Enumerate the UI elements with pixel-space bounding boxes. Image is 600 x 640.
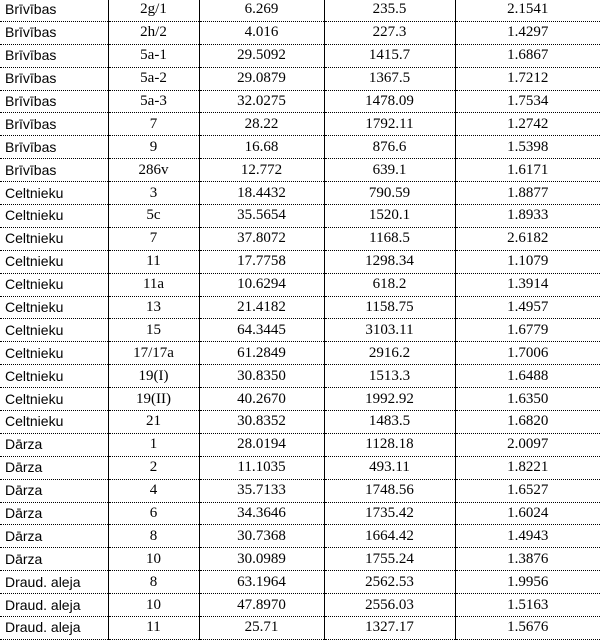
house-number-cell: 2h/2 [108, 21, 199, 44]
value-b-cell: 618.2 [324, 273, 455, 296]
ratio-cell: 1.4957 [455, 296, 600, 319]
value-b-cell: 1327.17 [324, 617, 455, 640]
house-number-cell: 21 [108, 411, 199, 434]
house-number-cell: 13 [108, 296, 199, 319]
ratio-cell: 1.6350 [455, 388, 600, 411]
street-cell: Draud. aleja [0, 617, 108, 640]
table-row [0, 273, 600, 296]
street-cell: Brīvības [0, 136, 108, 159]
value-a-cell: 10.6294 [199, 273, 324, 296]
value-b-cell: 2556.03 [324, 594, 455, 617]
house-number-cell: 5a-2 [108, 67, 199, 90]
street-cell: Dārza [0, 502, 108, 525]
value-b-cell: 1298.34 [324, 250, 455, 273]
table-row [0, 617, 600, 640]
street-cell: Brīvības [0, 90, 108, 113]
ratio-cell: 2.0097 [455, 433, 600, 456]
street-cell: Celtnieku [0, 342, 108, 365]
ratio-cell: 2.6182 [455, 227, 600, 250]
value-a-cell: 30.8350 [199, 365, 324, 388]
ratio-cell: 1.7534 [455, 90, 600, 113]
house-number-cell: 9 [108, 136, 199, 159]
value-b-cell: 1513.3 [324, 365, 455, 388]
value-a-cell: 17.7758 [199, 250, 324, 273]
house-number-cell: 19(II) [108, 388, 199, 411]
ratio-cell: 1.6488 [455, 365, 600, 388]
table-row [0, 502, 600, 525]
street-cell: Celtnieku [0, 273, 108, 296]
house-number-cell: 7 [108, 113, 199, 136]
table-row [0, 571, 600, 594]
street-cell: Dārza [0, 548, 108, 571]
table-row [0, 21, 600, 44]
street-cell: Celtnieku [0, 388, 108, 411]
value-b-cell: 1128.18 [324, 433, 455, 456]
value-b-cell: 1748.56 [324, 479, 455, 502]
street-cell: Celtnieku [0, 250, 108, 273]
value-b-cell: 1520.1 [324, 205, 455, 228]
value-a-cell: 21.4182 [199, 296, 324, 319]
house-number-cell: 2 [108, 456, 199, 479]
table-row [0, 548, 600, 571]
house-number-cell: 10 [108, 594, 199, 617]
ratio-cell: 1.3876 [455, 548, 600, 571]
ratio-cell: 1.8877 [455, 182, 600, 205]
house-number-cell: 11 [108, 617, 199, 640]
ratio-cell: 1.9956 [455, 571, 600, 594]
value-a-cell: 28.22 [199, 113, 324, 136]
street-cell: Celtnieku [0, 182, 108, 205]
value-a-cell: 30.0989 [199, 548, 324, 571]
value-a-cell: 34.3646 [199, 502, 324, 525]
value-b-cell: 235.5 [324, 0, 455, 21]
street-cell: Brīvības [0, 113, 108, 136]
ratio-cell: 1.6867 [455, 44, 600, 67]
value-a-cell: 63.1964 [199, 571, 324, 594]
ratio-cell: 2.1541 [455, 0, 600, 21]
ratio-cell: 1.6024 [455, 502, 600, 525]
table-row [0, 365, 600, 388]
table-row [0, 525, 600, 548]
table-row [0, 227, 600, 250]
value-b-cell: 2562.53 [324, 571, 455, 594]
table-row [0, 44, 600, 67]
house-number-cell: 4 [108, 479, 199, 502]
value-b-cell: 1158.75 [324, 296, 455, 319]
table-row [0, 250, 600, 273]
ratio-cell: 1.6779 [455, 319, 600, 342]
street-cell: Celtnieku [0, 296, 108, 319]
value-a-cell: 61.2849 [199, 342, 324, 365]
street-cell: Celtnieku [0, 205, 108, 228]
value-a-cell: 64.3445 [199, 319, 324, 342]
value-b-cell: 227.3 [324, 21, 455, 44]
street-cell: Celtnieku [0, 319, 108, 342]
ratio-cell: 1.6171 [455, 159, 600, 182]
value-a-cell: 35.7133 [199, 479, 324, 502]
table-row [0, 456, 600, 479]
table-row [0, 113, 600, 136]
table-row [0, 159, 600, 182]
street-cell: Dārza [0, 433, 108, 456]
house-number-cell: 7 [108, 227, 199, 250]
house-number-cell: 8 [108, 571, 199, 594]
table-row [0, 594, 600, 617]
value-b-cell: 1664.42 [324, 525, 455, 548]
street-cell: Brīvības [0, 159, 108, 182]
house-number-cell: 6 [108, 502, 199, 525]
ratio-cell: 1.7212 [455, 67, 600, 90]
street-cell: Dārza [0, 479, 108, 502]
street-cell: Brīvības [0, 21, 108, 44]
house-number-cell: 3 [108, 182, 199, 205]
ratio-cell: 1.3914 [455, 273, 600, 296]
street-cell: Dārza [0, 525, 108, 548]
ratio-cell: 1.1079 [455, 250, 600, 273]
table-row [0, 319, 600, 342]
value-b-cell: 1483.5 [324, 411, 455, 434]
value-a-cell: 16.68 [199, 136, 324, 159]
value-b-cell: 1367.5 [324, 67, 455, 90]
street-cell: Celtnieku [0, 411, 108, 434]
street-cell: Brīvības [0, 44, 108, 67]
value-a-cell: 29.5092 [199, 44, 324, 67]
ratio-cell: 1.7006 [455, 342, 600, 365]
value-a-cell: 6.269 [199, 0, 324, 21]
value-b-cell: 1735.42 [324, 502, 455, 525]
table-row [0, 342, 600, 365]
house-number-cell: 1 [108, 433, 199, 456]
value-a-cell: 25.71 [199, 617, 324, 640]
house-number-cell: 5c [108, 205, 199, 228]
value-b-cell: 1168.5 [324, 227, 455, 250]
value-a-cell: 40.2670 [199, 388, 324, 411]
house-number-cell: 19(I) [108, 365, 199, 388]
value-a-cell: 11.1035 [199, 456, 324, 479]
ratio-cell: 1.2742 [455, 113, 600, 136]
street-cell: Celtnieku [0, 365, 108, 388]
table-row [0, 411, 600, 434]
value-a-cell: 18.4432 [199, 182, 324, 205]
value-a-cell: 28.0194 [199, 433, 324, 456]
house-number-cell: 17/17a [108, 342, 199, 365]
value-a-cell: 47.8970 [199, 594, 324, 617]
table-row [0, 182, 600, 205]
value-b-cell: 1792.11 [324, 113, 455, 136]
house-number-cell: 11a [108, 273, 199, 296]
value-a-cell: 35.5654 [199, 205, 324, 228]
house-number-cell: 286v [108, 159, 199, 182]
street-cell: Draud. aleja [0, 571, 108, 594]
value-b-cell: 1415.7 [324, 44, 455, 67]
value-a-cell: 37.8072 [199, 227, 324, 250]
house-number-cell: 11 [108, 250, 199, 273]
house-number-cell: 5a-1 [108, 44, 199, 67]
ratio-cell: 1.4297 [455, 21, 600, 44]
table-row [0, 479, 600, 502]
value-a-cell: 30.7368 [199, 525, 324, 548]
value-b-cell: 493.11 [324, 456, 455, 479]
house-number-cell: 5a-3 [108, 90, 199, 113]
table-row [0, 433, 600, 456]
house-number-cell: 2g/1 [108, 0, 199, 21]
value-a-cell: 12.772 [199, 159, 324, 182]
ratio-cell: 1.5163 [455, 594, 600, 617]
value-b-cell: 639.1 [324, 159, 455, 182]
value-b-cell: 3103.11 [324, 319, 455, 342]
value-b-cell: 1992.92 [324, 388, 455, 411]
value-b-cell: 1755.24 [324, 548, 455, 571]
ratio-cell: 1.5398 [455, 136, 600, 159]
street-cell: Celtnieku [0, 227, 108, 250]
value-b-cell: 1478.09 [324, 90, 455, 113]
value-a-cell: 29.0879 [199, 67, 324, 90]
ratio-cell: 1.6820 [455, 411, 600, 434]
house-number-cell: 8 [108, 525, 199, 548]
value-b-cell: 876.6 [324, 136, 455, 159]
table-row [0, 296, 600, 319]
value-b-cell: 790.59 [324, 182, 455, 205]
table-row [0, 0, 600, 21]
street-cell: Brīvības [0, 0, 108, 21]
ratio-cell: 1.5676 [455, 617, 600, 640]
value-a-cell: 32.0275 [199, 90, 324, 113]
table-row [0, 205, 600, 228]
ratio-cell: 1.4943 [455, 525, 600, 548]
ratio-cell: 1.8933 [455, 205, 600, 228]
house-number-cell: 10 [108, 548, 199, 571]
value-a-cell: 4.016 [199, 21, 324, 44]
table-row [0, 67, 600, 90]
street-cell: Dārza [0, 456, 108, 479]
house-number-cell: 15 [108, 319, 199, 342]
value-a-cell: 30.8352 [199, 411, 324, 434]
table-row [0, 136, 600, 159]
value-b-cell: 2916.2 [324, 342, 455, 365]
ratio-cell: 1.8221 [455, 456, 600, 479]
street-cell: Draud. aleja [0, 594, 108, 617]
table-row [0, 388, 600, 411]
ratio-cell: 1.6527 [455, 479, 600, 502]
street-cell: Brīvības [0, 67, 108, 90]
table-row [0, 90, 600, 113]
